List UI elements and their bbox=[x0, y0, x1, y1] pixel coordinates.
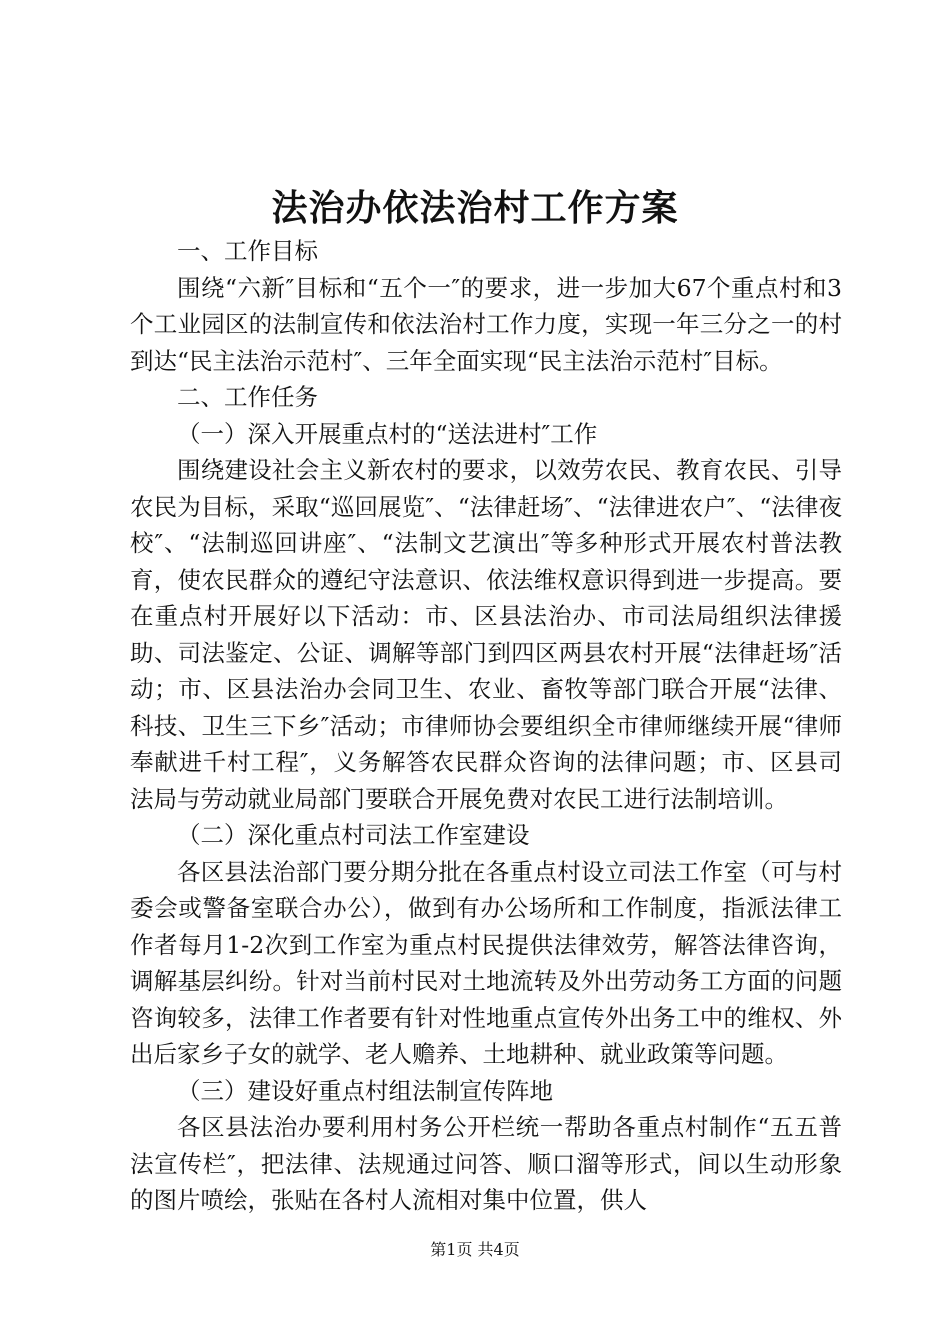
paragraph: 围绕“六新″目标和“五个一″的要求，进一步加大67个重点村和3个工业园区的法制宣传和依法治村工作力度，实现一年三分之一的村到达“民主法治示范村″、三年全面实现“民主法治示范村″目标。 bbox=[130, 273, 842, 375]
subsection-heading: （三）建设好重点村组法制宣传阵地 bbox=[177, 1076, 553, 1105]
subsection-heading: （一）深入开展重点村的“送法进村″工作 bbox=[177, 419, 598, 448]
paragraph: 各区县法治部门要分期分批在各重点村设立司法工作室（可与村委会或警备室联合办公），做到有办公场所和工作制度，指派法律工作者每月1-2次到工作室为重点村民提供法律效劳，解答法律咨询，调解基层纠纷。针对当前村民对土地流转及外出劳动务工方面的问题咨询较多，法律工作者要有针对性地重点宣传外出务工中的维权、外出后家乡子女的就学、老人赡养、土地耕种、就业政策等问题。 bbox=[130, 857, 842, 1068]
document-title: 法治办依法治村工作方案 bbox=[271, 187, 679, 229]
document-body bbox=[130, 233, 842, 1219]
section-heading: 二、工作任务 bbox=[177, 383, 318, 411]
paragraph: 各区县法治办要利用村务公开栏统一帮助各重点村制作“五五普法宣传栏″，把法律、法规通过问答、顺口溜等形式，间以生动形象的图片喷绘，张贴在各村人流相对集中位置，供人 bbox=[130, 1113, 842, 1214]
section-heading: 一、工作目标 bbox=[177, 237, 318, 265]
paragraph: 围绕建设社会主义新农村的要求，以效劳农民、教育农民、引导农民为目标，采取“巡回展览″、“法律赶场″、“法律进农户″、“法律夜校″、“法制巡回讲座″、“法制文艺演出″等多种形式开展农村普法教育，使农民群众的遵纪守法意识、依法维权意识得到进一步提高。要在重点村开展好以下活动：市、区县法治办、市司法局组织法律援助、司法鉴定、公证、调解等部门到四区两县农村开展“法律赶场″活动；市、区县法治办会同卫生、农业、畜牧等部门联合开展“法律、科技、卫生三下乡″活动；市律师协会要组织全市律师继续开展“律师奉献进千村工程″，义务解答农民群众咨询的法律问题；市、区县司法局与劳动就业局部门要联合开展免费对农民工进行法制培训。 bbox=[130, 456, 842, 813]
subsection-heading: （二）深化重点村司法工作室建设 bbox=[177, 821, 530, 849]
page-footer: 第1页 共4页 bbox=[430, 1240, 520, 1259]
